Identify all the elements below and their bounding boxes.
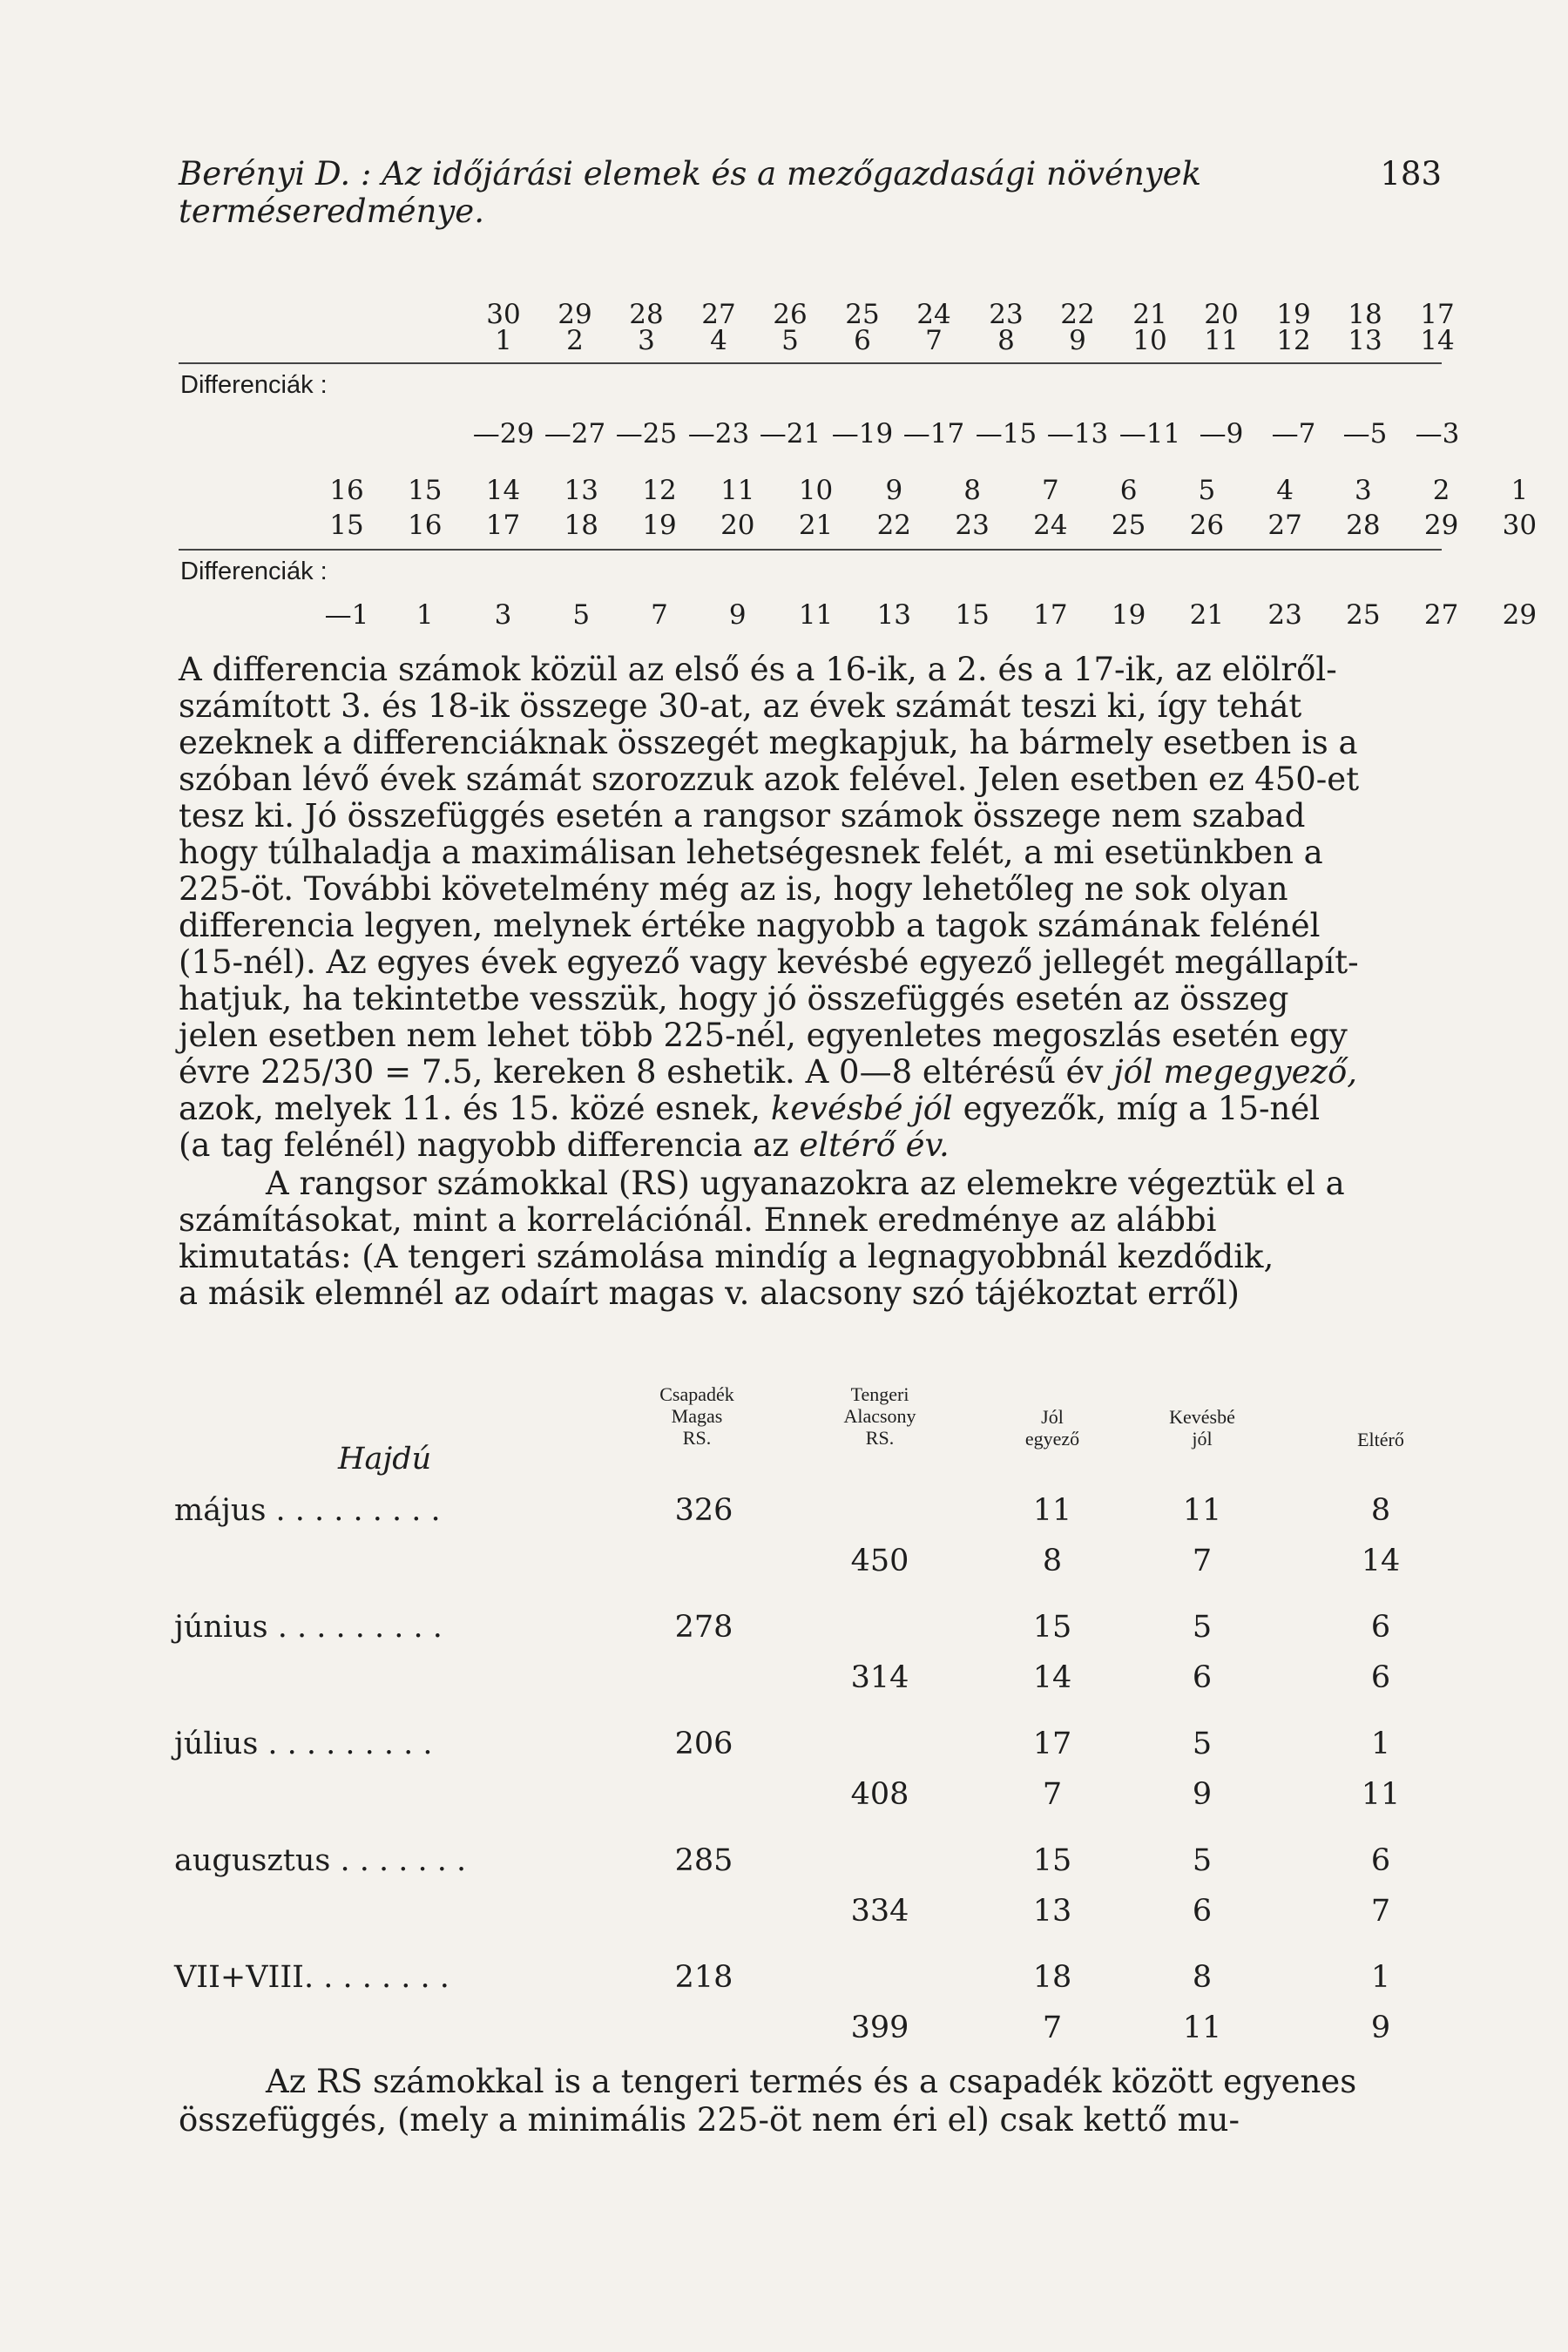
- seq-cell: —27: [544, 418, 606, 449]
- seq-cell: —1: [324, 599, 369, 631]
- col-header-tengeri: [810, 1383, 950, 1449]
- seq-cell: 26: [773, 299, 808, 330]
- jol-egyezo: 13: [1032, 1894, 1072, 1929]
- table-rule: [179, 549, 1442, 551]
- text-line: jelen esetben nem lehet több 225-nél, egyenletes megoszlás esetén egy: [179, 1017, 1348, 1054]
- table-row: [0, 1777, 1568, 1819]
- seq-cell: 6: [854, 325, 871, 356]
- jol-egyezo: 11: [1032, 1493, 1072, 1528]
- page-number: 183: [1380, 155, 1442, 193]
- text-line: számított 3. és 18-ik összege 30-at, az évek számát teszi ki, így tehát: [179, 687, 1302, 725]
- seq-cell: 10: [798, 475, 834, 506]
- table-rule: [179, 362, 1442, 364]
- seq-cell: 23: [1267, 599, 1302, 631]
- kevesbe-jol: 11: [1182, 2011, 1222, 2045]
- seq-cell: 17: [1033, 599, 1068, 631]
- table-row: [0, 1660, 1568, 1702]
- seq-cell: 10: [1132, 325, 1167, 356]
- diff-label-1: Differenciák :: [180, 371, 328, 399]
- header-title: Berényi D. : Az időjárási elemek és a mezőgazdasági növények terméseredménye.: [179, 155, 1201, 230]
- month-name: május: [174, 1493, 267, 1528]
- jol-egyezo: 15: [1032, 1843, 1072, 1878]
- csapadek-rs: 285: [674, 1843, 733, 1878]
- seq-cell: 27: [1423, 599, 1459, 631]
- col-header-line: Magas: [671, 1405, 723, 1427]
- seq-row-ascending-2: [0, 510, 1568, 548]
- seq-cell: 14: [1420, 325, 1455, 356]
- seq-cell: 3: [1355, 475, 1372, 506]
- csapadek-rs: 218: [674, 1960, 733, 1995]
- seq-cell: 12: [1276, 325, 1311, 356]
- seq-cell: —17: [902, 418, 965, 449]
- elter: 6: [1370, 1660, 1391, 1695]
- seq-cell: 28: [629, 299, 664, 330]
- csapadek-rs: 278: [674, 1610, 733, 1645]
- kevesbe-jol: 6: [1192, 1660, 1213, 1695]
- seq-cell: 8: [963, 475, 981, 506]
- text-line: [179, 1127, 1437, 1164]
- seq-cell: 22: [876, 510, 912, 541]
- col-header-elter: Eltérő: [1357, 1429, 1404, 1450]
- italic-term: jól megegyező,: [1113, 1053, 1358, 1091]
- seq-row-ascending-1: [0, 325, 1568, 363]
- text-span: (a tag felénél) nagyobb differencia az: [179, 1126, 789, 1164]
- seq-cell: 14: [485, 475, 521, 506]
- seq-cell: 26: [1189, 510, 1225, 541]
- jol-egyezo: 17: [1032, 1727, 1072, 1761]
- seq-cell: 12: [642, 475, 677, 506]
- seq-cell: 25: [845, 299, 880, 330]
- seq-cell: 9: [1069, 325, 1086, 356]
- col-header-line: egyező: [1024, 1428, 1080, 1450]
- tengeri-rs: 399: [850, 2011, 909, 2045]
- elter: 8: [1370, 1493, 1391, 1528]
- table-row: [0, 1960, 1568, 2002]
- seq-cell: 20: [1204, 299, 1239, 330]
- table-row: [0, 1727, 1568, 1768]
- seq-cell: 29: [1502, 599, 1538, 631]
- month-name: július: [174, 1727, 259, 1761]
- jol-egyezo: 18: [1032, 1960, 1072, 1995]
- seq-cell: 2: [1432, 475, 1450, 506]
- month-label: [174, 1960, 449, 1995]
- text-line: összefüggés, (mely a minimális 225-öt nem éri el) csak kettő mu-: [179, 2101, 1240, 2139]
- seq-cell: 24: [916, 299, 951, 330]
- seq-cell: 13: [564, 475, 598, 506]
- seq-cell: 18: [1348, 299, 1382, 330]
- seq-cell: —19: [831, 418, 894, 449]
- text-line: számításokat, mint a korrelációnál. Ennek eredménye az alábbi: [179, 1201, 1217, 1239]
- text-line: hogy túlhaladja a maximálisan lehetségesnek felét, a mi esetünkben a: [179, 834, 1323, 871]
- seq-cell: 9: [728, 599, 747, 631]
- col-header-line: jól: [1192, 1428, 1213, 1450]
- month-label: [174, 1493, 441, 1528]
- month-name: VII+VIII: [174, 1960, 305, 1995]
- elter: 7: [1370, 1894, 1391, 1929]
- seq-cell: 5: [1198, 475, 1216, 506]
- text-line: Az RS számokkal is a tengeri termés és a csapadék között egyenes: [266, 2063, 1357, 2100]
- text-line: hatjuk, ha tekintetbe vesszük, hogy jó összefüggés esetén az összeg: [179, 980, 1289, 1017]
- diff-label-2: Differenciák :: [180, 558, 328, 585]
- seq-cell: 19: [1276, 299, 1311, 330]
- text-line: (15-nél). Az egyes évek egyező vagy kevésbé egyező jellegét megállapít-: [179, 943, 1359, 981]
- body-paragraph-2: [179, 1166, 1437, 1312]
- seq-cell: —5: [1342, 418, 1388, 449]
- seq-cell: —15: [975, 418, 1037, 449]
- tengeri-rs: 314: [850, 1660, 909, 1695]
- station-name: Hajdú: [338, 1442, 432, 1477]
- seq-cell: 30: [1502, 510, 1538, 541]
- seq-cell: 18: [564, 510, 598, 541]
- seq-cell: 7: [1041, 475, 1059, 506]
- kevesbe-jol: 5: [1192, 1843, 1213, 1878]
- seq-cell: 17: [485, 510, 521, 541]
- kevesbe-jol: 5: [1192, 1727, 1213, 1761]
- elter: 1: [1370, 1960, 1391, 1995]
- jol-egyezo: 7: [1042, 1777, 1063, 1812]
- seq-row-descending-2: [0, 475, 1568, 513]
- kevesbe-jol: 7: [1192, 1544, 1213, 1578]
- seq-cell: 17: [1420, 299, 1455, 330]
- table-row: [0, 1894, 1568, 1936]
- seq-cell: 23: [989, 299, 1024, 330]
- seq-cell: 11: [798, 599, 834, 631]
- text-line: ezeknek a differenciáknak összegét megkapjuk, ha bármely esetben is a: [179, 724, 1358, 761]
- text-line: A differencia számok közül az első és a 16-ik, a 2. és a 17-ik, az elölről-: [179, 651, 1337, 688]
- col-header-line: Csapadék: [659, 1383, 734, 1405]
- seq-cell: 8: [997, 325, 1015, 356]
- month-label: [174, 1610, 443, 1645]
- text-line: kimutatás: (A tengeri számolása mindíg a legnagyobbnál kezdődik,: [179, 1238, 1274, 1275]
- italic-term: eltérő év.: [799, 1126, 950, 1164]
- col-header-kevesbe: [1141, 1406, 1263, 1450]
- month-label: [174, 1727, 433, 1761]
- seq-cell: 11: [720, 475, 755, 506]
- seq-cell: 13: [1348, 325, 1382, 356]
- seq-cell: 22: [1060, 299, 1095, 330]
- jol-egyezo: 8: [1042, 1544, 1063, 1578]
- seq-cell: —23: [687, 418, 750, 449]
- seq-cell: —13: [1046, 418, 1109, 449]
- elter: 6: [1370, 1610, 1391, 1645]
- leader-dots: . . . . . . . .: [304, 1960, 449, 1995]
- seq-row-differences-2: [0, 599, 1568, 638]
- seq-cell: 28: [1346, 510, 1381, 541]
- seq-cell: 6: [1119, 475, 1138, 506]
- col-header-line: Tengeri: [850, 1383, 909, 1405]
- seq-cell: 5: [572, 599, 591, 631]
- leader-dots: . . . . . . . . .: [258, 1727, 433, 1761]
- leader-dots: . . . . . . . . .: [266, 1493, 441, 1528]
- seq-cell: 9: [885, 475, 903, 506]
- col-header-line: RS.: [682, 1427, 712, 1449]
- text-span: egyezők, míg a 15-nél: [963, 1090, 1321, 1127]
- seq-cell: 1: [416, 599, 434, 631]
- seq-cell: 19: [1111, 599, 1146, 631]
- text-span: évre 225/30 = 7.5, kereken 8 eshetik. A 0—8 eltérésű év: [179, 1053, 1104, 1091]
- elter: 6: [1370, 1843, 1391, 1878]
- text-line: tesz ki. Jó összefüggés esetén a rangsor számok összege nem szabad: [179, 797, 1306, 835]
- seq-cell: —3: [1415, 418, 1460, 449]
- table-row: [0, 1493, 1568, 1535]
- seq-cell: 4: [1276, 475, 1294, 506]
- text-line: 225-öt. További követelmény még az is, hogy lehetőleg ne sok olyan: [179, 870, 1288, 908]
- table-row: [0, 1843, 1568, 1885]
- jol-egyezo: 14: [1032, 1660, 1072, 1695]
- table-row: [0, 2011, 1568, 2052]
- text-line: [179, 1091, 1437, 1127]
- tengeri-rs: 408: [850, 1777, 909, 1812]
- seq-cell: 15: [955, 599, 990, 631]
- text-span: azok, melyek 11. és 15. közé esnek,: [179, 1090, 761, 1127]
- seq-cell: 29: [558, 299, 592, 330]
- month-name: június: [174, 1610, 268, 1645]
- elter: 9: [1370, 2011, 1391, 2045]
- col-header-csapadek: [627, 1383, 767, 1449]
- running-header: [179, 155, 1442, 230]
- seq-row-differences-1: [0, 418, 1568, 456]
- body-paragraph-1: [179, 652, 1437, 1164]
- month-label: [174, 1843, 466, 1878]
- seq-cell: 1: [1511, 475, 1529, 506]
- leader-dots: . . . . . . .: [330, 1843, 467, 1878]
- seq-cell: —25: [615, 418, 678, 449]
- seq-cell: 4: [710, 325, 727, 356]
- table-row: [0, 1610, 1568, 1652]
- text-line: differencia legyen, melynek értéke nagyobb a tagok számának felénél: [179, 907, 1321, 944]
- seq-cell: 19: [642, 510, 677, 541]
- text-line: szóban lévő évek számát szorozzuk azok felével. Jelen esetben ez 450-et: [179, 760, 1360, 798]
- kevesbe-jol: 5: [1192, 1610, 1213, 1645]
- table-row: [0, 1544, 1568, 1585]
- seq-cell: —11: [1119, 418, 1181, 449]
- seq-cell: 29: [1423, 510, 1459, 541]
- seq-cell: —21: [759, 418, 821, 449]
- seq-cell: 16: [329, 475, 364, 506]
- col-header-line: Alacsony: [843, 1405, 916, 1427]
- seq-cell: 15: [408, 475, 443, 506]
- seq-cell: 2: [566, 325, 584, 356]
- seq-cell: 15: [329, 510, 364, 541]
- jol-egyezo: 15: [1032, 1610, 1072, 1645]
- tengeri-rs: 334: [850, 1894, 909, 1929]
- kevesbe-jol: 8: [1192, 1960, 1213, 1995]
- tengeri-rs: 450: [850, 1544, 909, 1578]
- seq-cell: 3: [638, 325, 655, 356]
- leader-dots: . . . . . . . . .: [267, 1610, 443, 1645]
- kevesbe-jol: 6: [1192, 1894, 1213, 1929]
- seq-cell: 20: [720, 510, 755, 541]
- csapadek-rs: 206: [674, 1727, 733, 1761]
- closing-paragraph: [179, 2063, 1437, 2139]
- col-header-line: RS.: [865, 1427, 895, 1449]
- seq-cell: 30: [486, 299, 521, 330]
- seq-cell: 21: [798, 510, 834, 541]
- seq-cell: 7: [925, 325, 943, 356]
- seq-cell: 13: [876, 599, 912, 631]
- seq-cell: —7: [1271, 418, 1316, 449]
- seq-cell: 16: [408, 510, 443, 541]
- italic-term: kevésbé jól: [770, 1090, 953, 1127]
- text-line: A rangsor számokkal (RS) ugyanazokra az elemekre végeztük el a: [266, 1165, 1345, 1202]
- seq-cell: 21: [1132, 299, 1167, 330]
- seq-cell: 23: [955, 510, 990, 541]
- elter: 1: [1370, 1727, 1391, 1761]
- seq-cell: 1: [495, 325, 512, 356]
- seq-cell: —9: [1199, 418, 1244, 449]
- elter: 11: [1361, 1777, 1401, 1812]
- seq-cell: 3: [494, 599, 512, 631]
- csapadek-rs: 326: [674, 1493, 733, 1528]
- seq-cell: 25: [1111, 510, 1146, 541]
- seq-cell: 5: [781, 325, 799, 356]
- col-header-line: Kevésbé: [1169, 1406, 1235, 1428]
- col-header-jol: [1000, 1406, 1105, 1450]
- seq-cell: 27: [1267, 510, 1302, 541]
- seq-cell: —29: [472, 418, 535, 449]
- kevesbe-jol: 11: [1182, 1493, 1222, 1528]
- seq-cell: 25: [1346, 599, 1381, 631]
- seq-cell: 24: [1033, 510, 1068, 541]
- seq-cell: 7: [651, 599, 668, 631]
- text-line: a másik elemnél az odaírt magas v. alacsony szó tájékoztat erről): [179, 1274, 1240, 1312]
- seq-cell: 11: [1204, 325, 1239, 356]
- month-name: augusztus: [174, 1843, 331, 1878]
- seq-cell: 21: [1189, 599, 1225, 631]
- jol-egyezo: 7: [1042, 2011, 1063, 2045]
- kevesbe-jol: 9: [1192, 1777, 1213, 1812]
- text-line: [179, 1054, 1437, 1091]
- col-header-line: Jól: [1041, 1406, 1064, 1428]
- elter: 14: [1361, 1544, 1401, 1578]
- seq-cell: 27: [701, 299, 736, 330]
